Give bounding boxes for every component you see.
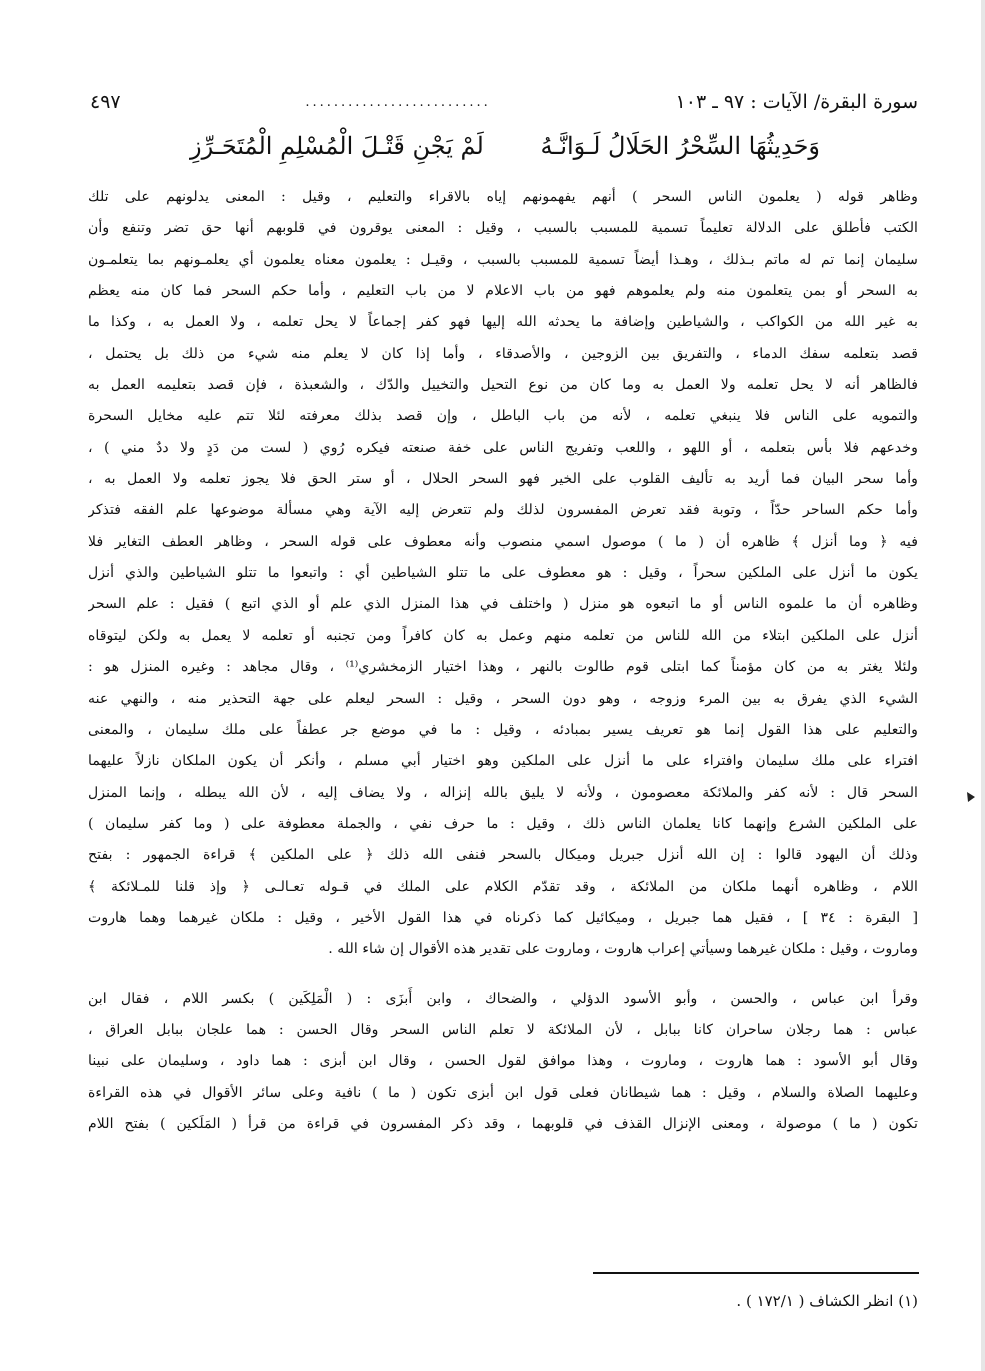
- poetry-verse: [190, 124, 820, 168]
- header-leader-dots: ..........................: [305, 94, 491, 110]
- text-line: فيه ﴿ وما أنزل ﴾ ظاهره أن ( ما ) موصول اسمي منصوب وأنه معطوف على قوله السحر ، وظاهر العطف التغاير فلا: [88, 533, 918, 550]
- running-header: [90, 86, 918, 118]
- text-line: وأما سحر البيان فما أريد به تأليف القلوب على الخير فهو السحر الحلال ، أو ستر الحق فلا يجوز تعلمه ولا العمل به ،: [88, 471, 918, 488]
- verse-hemistich-right: وَحَدِيثُهَا السِّحْرُ الحَلَالُ لَـوَانَّـهُ: [540, 132, 820, 160]
- text-line: به غير الله من الكواكب ، والشياطين وإضافة ما يحدثه الله إليها فهو كفر إجماعاً لا يحل تعلمه ، ولا العمل به ، وكذا ما: [88, 314, 918, 331]
- text-line: وظاهره أن ما علموه الناس أو ما اتبعوه هو منزل ( واختلف في هذا المنزل الذي علم أو الذي اتبع ) فقيل : علم السحر: [88, 596, 918, 613]
- paragraph-1: [88, 182, 918, 966]
- margin-mark-icon: [966, 790, 976, 804]
- text-line: الشيء الذي يفرق به بين المرء وزوجه ، وهو دون السحر ، وقيل : السحر ليعلم على جهة التحذير منه ، والنهي عنه: [88, 690, 918, 707]
- text-line: قصد بتعلمه سفك الدماء ، والتفريق بين الزوجين ، والأصدقاء ، وأما إذا كان لا يعلم منه شيء من ذلك بل يحتمل ،: [88, 345, 918, 362]
- text-line: السحر قال : لأنه كفر والملائكة معصومون ، ولأنه لا يليق بالله إنزاله ، ولا يضاف إليه ، لأن الله يبطله ، وإنما المنزل: [88, 784, 918, 801]
- text-line: فالظاهر أنه لا يحل تعلمه ولا العمل به وما كان من نوع التحيل والتخييل والدّك ، والشعبذة ، فإن قصد بتعليمه العمل به: [88, 377, 918, 394]
- text-line: به السحر أو بمن يتعلمون منه ولم يعلموهم فهو من باب الاعلام لا من باب التعليم ، وأما حكم السحر فما كان منه يعظم: [88, 283, 918, 300]
- text-line: وذلك أن اليهود قالوا : إن الله أنزل جبريل وميكال بالسحر فنفى الله ذلك ﴿ على الملكين ﴾ قراءة الجمهور : بفتح: [88, 847, 918, 864]
- text-line: ولئلا يغتر به من كان مؤمناً كما ابتلى قوم طالوت بالنهر ، وهذا اختيار الزمخشري⁽¹⁾ ، وقال مجاهد : وغيره المنزل هو :: [88, 659, 918, 676]
- footnote: (١) انظر الكشاف ( ١٧٢/١ ) .: [736, 1292, 918, 1310]
- text-line: والتعليم على هذا القول إنما هو تعريف يسير بمبادئه ، وقيل : ما في موضع جر عطفاً على ملك سليمان ، والمعنى: [88, 721, 918, 738]
- text-line: أنزل على الملكين ابتلاء من الله للناس من تعلمه منهم وعمل به كان كافراً ومن تجنبه أو تعلمه لا يعمل به ولكن ليتوقاه: [88, 627, 918, 644]
- text-line: على الملكين الشرع وإنهما كانا يعلمان الناس ذلك ، وقيل : ما حرف نفي ، والجملة معطوفة على ( وما كفر سليمان ): [88, 815, 918, 832]
- text-line: وماروت ، وقيل : ملكان غيرهما وسيأتي إعراب هاروت ، وماروت على تقدير هذه الأقوال إن شاء الله .: [328, 941, 918, 958]
- text-line: [ البقرة : ٣٤ ] ، فقيل هما جبريل ، وميكائيل كما ذكرناه في هذا القول الأخير ، وقيل : ملكان غيرهما وهما هاروت: [88, 909, 918, 926]
- text-line: وقرأ ابن عباس ، والحسن ، وأبو الأسود الدؤلي ، والضحاك ، وابن أَبزَى : ( الْمَلِكَين ) بكسر اللام ، فقال ابن: [88, 990, 918, 1007]
- surah-reference: سورة البقرة/ الآيات : ٩٧ ـ ١٠٣: [675, 91, 918, 113]
- text-line: يكون ما أنزل على الملكين سحراً ، وقيل : هو معطوف على ما تتلو الشياطين أي : واتبعوا ما تتلو الشياطين والذي أنزل: [88, 565, 918, 582]
- text-line: الكتب فأطلق على الدلالة تعليماً تسمية للمسبب بالسبب ، وقيل : المعنى يوقرون في قلوبهم أنها حق تضر وتنفع وأن: [88, 220, 918, 237]
- text-line: والتمويه على الناس فلا ينبغي تعلمه ، لأنه من باب الباطل ، وإن قصد بذلك معرفته لئلا تتم عليه مخايل السحرة: [88, 408, 918, 425]
- text-line: سليمان إنما تم له ماتم بـذلك ، وهـذا أيضاً تسمية للمسبب بالسبب ، وقيـل : يعلمون معناه يعلمون أي يعلمـونهم بما يتعلمـون: [88, 251, 918, 268]
- scan-edge-shadow: [981, 0, 985, 1371]
- text-line: اللام ، وظاهره أنهما ملكان من الملائكة ، وقد تقدّم الكلام على الملك في قـوله تعـالـى ﴿ وإذ قلنا للمـلائكة ﴾: [88, 878, 918, 895]
- page-number: ٤٩٧: [90, 91, 121, 113]
- text-line: عباس : هما رجلان ساحران كانا ببابل ، لأن الملائكة لا تعلم الناس السحر وقال الحسن : هما علجان ببابل العراق ،: [88, 1021, 918, 1038]
- text-line: وقال أبو الأسود : هما هاروت ، وماروت ، وهذا موافق لقول الحسن ، وقال ابن أبزى : هما داود ، وسليمان على نبينا: [88, 1053, 918, 1070]
- text-line: وعليهما الصلاة والسلام ، وقيل : هما شيطانان فعلى قول ابن أبزى تكون ( ما ) نافية وعلى سائر الأقوال في هذه القراءة: [88, 1084, 918, 1101]
- text-line: وظاهر قوله ( يعلمون الناس السحر ) أنهم يفهمونهم إياه بالاقراء والتعليم ، وقيل : المعنى يدلونهم على تلك: [88, 189, 918, 205]
- text-line: تكون ( ما ) موصولة ، ومعنى الإنزال القذف في قلوبهما ، وقد ذكر المفسرون في قراءة من قرأ ( المَلَكين ) بفتح اللام: [88, 1115, 918, 1132]
- verse-hemistich-left: لَمْ يَجْنِ قَتْـلَ الْمُسْلِمِ الْمُتَحَـرِّزِ: [190, 132, 484, 160]
- paragraph-gap: [88, 966, 918, 984]
- text-line: افتراء على ملك سليمان وافتراء على ما أنزل على الملكين وهو اختيار أبي مسلم ، وأنكر أن يكون الملكان نازلاً عليهما: [88, 753, 918, 770]
- paragraph-2: [88, 984, 918, 1141]
- footnote-separator: [593, 1272, 919, 1274]
- text-line: وخدعهم فلا بأس بتعلمه ، أو اللهو ، واللعب وتفريج الناس على خفة صنعته فيكره رُوي ( لست من دَدٍ ولا ددٌ مني ) ،: [88, 439, 918, 456]
- commentary-body: [88, 182, 918, 1140]
- text-line: وأما حكم الساحر حدّاً ، وتوبة فقد تعرض المفسرون لذلك ولم تتعرض إليه الآية وهي مسألة موضوعها علم الفقه فتذكر: [88, 502, 918, 519]
